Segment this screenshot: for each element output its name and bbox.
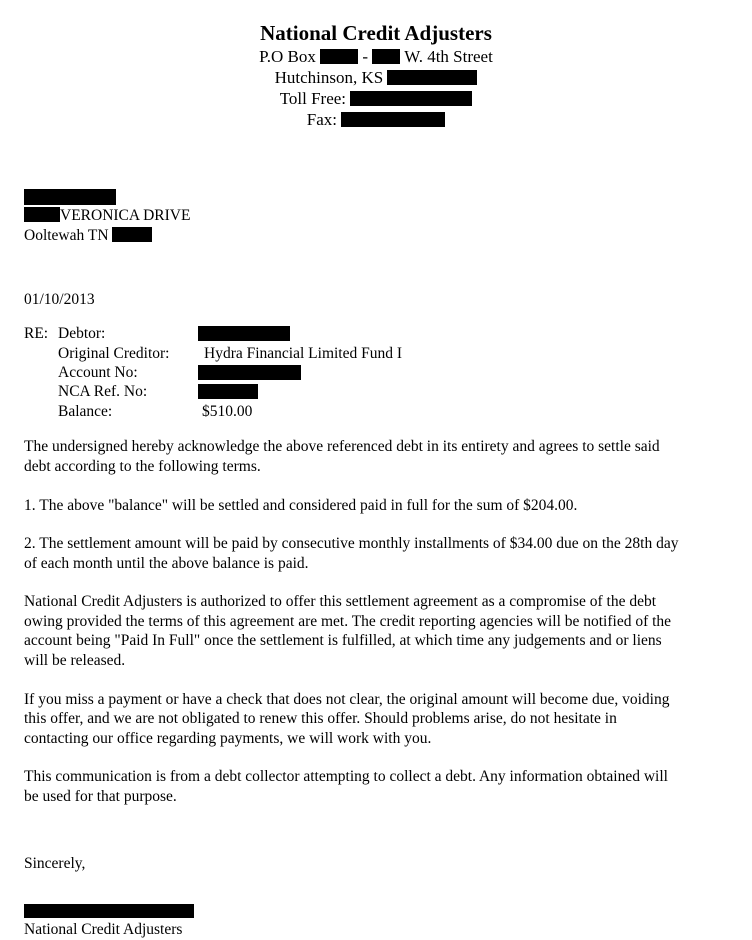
letterhead-city-line: [0, 67, 752, 88]
missed-payment-line-3: contacting our office regarding payments, we will work with you.: [24, 730, 432, 747]
missed-payment-line-2: this offer, and we are not obligated to renew this offer. Should problems arise, do not hesitate in: [24, 710, 617, 727]
redacted-zip: [387, 70, 477, 85]
disclaimer-line-1: This communication is from a debt collector attempting to collect a debt. Any information obtained will: [24, 768, 668, 785]
company-title: National Credit Adjusters: [260, 21, 492, 45]
original-creditor-value: Hydra Financial Limited Fund I: [204, 345, 403, 362]
redacted-signer-name: [24, 904, 194, 918]
letter-date: 01/10/2013: [24, 291, 95, 308]
balance-value: $510.00: [202, 403, 253, 420]
debtor-label: Debtor:: [58, 325, 106, 342]
intro-line-2: debt according to the following terms.: [24, 458, 261, 475]
intro-line-1: The undersigned hereby acknowledge the above referenced debt in its entirety and agrees to settle said: [24, 438, 660, 455]
po-box-label: P.O Box: [259, 47, 316, 66]
redacted-recipient-zip: [112, 227, 152, 242]
authorization-line-2: owing provided the terms of this agreement are met. The credit reporting agencies will be notified of the: [24, 613, 672, 630]
authorization-line-3: account being "Paid In Full" once the settlement is fulfilled, at which time any judgements and or liens: [24, 632, 662, 649]
recipient-street: VERONICA DRIVE: [60, 207, 191, 224]
redacted-debtor-name: [198, 326, 290, 341]
nca-ref-label: NCA Ref. No:: [58, 383, 148, 400]
authorization-line-1: National Credit Adjusters is authorized to offer this settlement agreement as a compromise of the debt: [24, 593, 657, 610]
redacted-po-box-number: [320, 49, 358, 64]
closing-salutation: Sincerely,: [24, 855, 86, 872]
letterhead-fax-line: [0, 109, 752, 130]
redacted-house-number: [24, 207, 60, 222]
signer-company: National Credit Adjusters: [24, 921, 183, 938]
fax-label: Fax:: [306, 110, 337, 129]
toll-free-label: Toll Free:: [279, 89, 347, 108]
authorization-line-4: will be released.: [24, 652, 126, 669]
missed-payment-line-1: If you miss a payment or have a check that does not clear, the original amount will become due, voiding: [24, 691, 670, 708]
redacted-recipient-name: [24, 189, 116, 205]
city-state: Hutchinson, KS: [274, 68, 384, 87]
po-box-dash: -: [362, 47, 369, 66]
letterhead-po-box-line: [0, 46, 752, 67]
street-name: W. 4th Street: [404, 47, 493, 66]
disclaimer-line-2: be used for that purpose.: [24, 788, 177, 805]
letterhead-toll-free-line: [0, 88, 752, 109]
term-1: 1. The above "balance" will be settled and considered paid in full for the sum of $204.00.: [24, 497, 578, 514]
re-label: RE:: [24, 325, 49, 342]
account-no-label: Account No:: [58, 364, 138, 381]
recipient-city-line: [24, 226, 152, 246]
balance-label: Balance:: [58, 403, 113, 420]
redacted-nca-ref-number: [198, 384, 258, 399]
original-creditor-label: Original Creditor:: [58, 345, 170, 362]
term-2-line-1: 2. The settlement amount will be paid by consecutive monthly installments of $34.00 due on the 28th day: [24, 535, 679, 552]
redacted-fax-number: [341, 112, 445, 127]
redacted-account-number: [198, 365, 301, 380]
redacted-street-number: [372, 49, 400, 64]
redacted-toll-free-number: [350, 91, 472, 106]
recipient-city-state: Ooltewah TN: [24, 227, 109, 244]
recipient-street-line: [24, 206, 190, 226]
term-2-line-2: of each month until the above balance is paid.: [24, 555, 309, 572]
